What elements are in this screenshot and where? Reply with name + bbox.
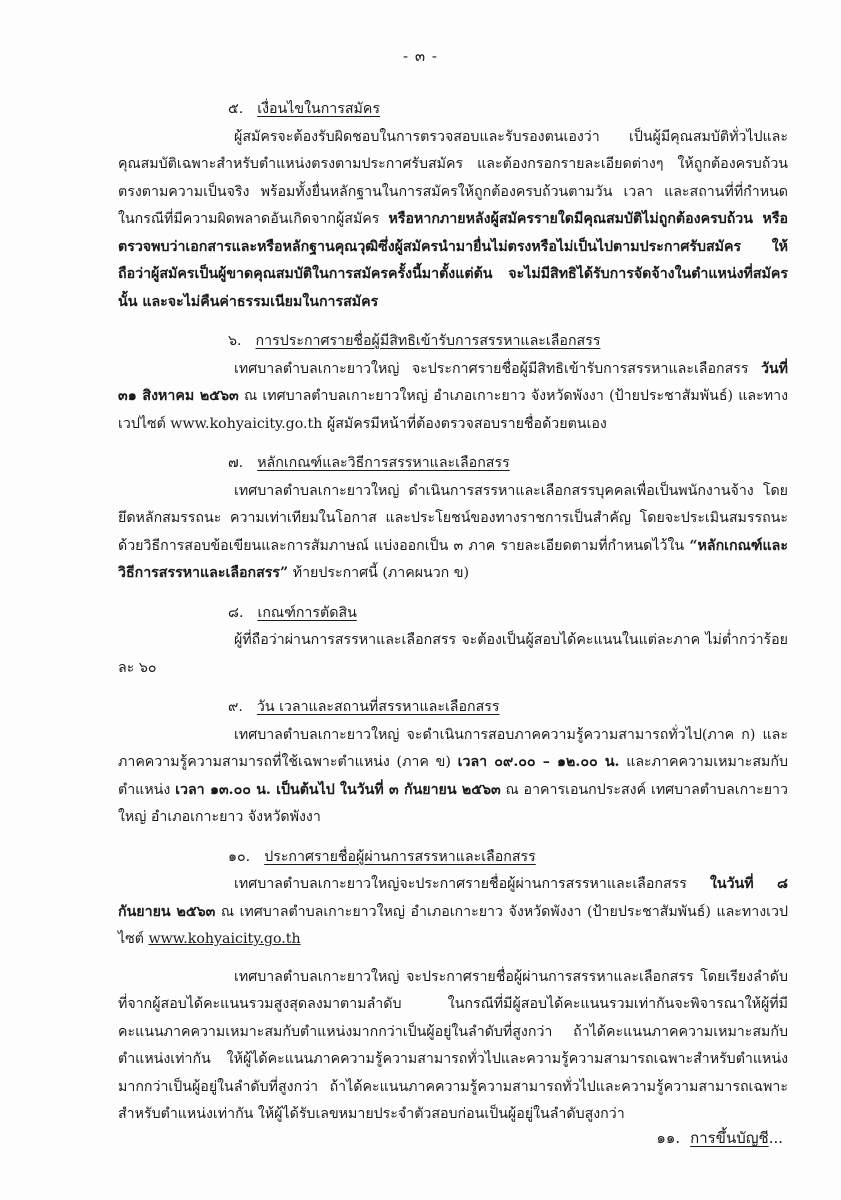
section-7-title: หลักเกณฑ์และวิธีการสรรหาและเลือกสรร	[257, 455, 510, 471]
section-9-number: ๙.	[228, 699, 243, 715]
section-10-paragraph-2: เทศบาลตำบลเกาะยาวใหญ่ จะประกาศรายชื่อผู้ผ่านการสรรหาและเลือกสรร โดยเรียงลำดับที่จากผู้สอบได้คะแนนรวมสูงสุดลงมาตามลำดับ ในกรณีที่มีผู้สอบได้คะแนนรวมเท่ากันจะพิจารณาให้ผู้ที่มีคะแนนภาคความเหมาะสมกับตำแหน่งมากกว่าเป็นผู้อยู่ในลำดับที่สูงกว่า ถ้าได้คะแนนภาคความเหมาะสมกับตำแหน่งเท่ากัน ให้ผู้ได้คะแนนภาคความรู้ความสามารถทั่วไปและความรู้ความสามารถเฉพาะสำหรับตำแหน่งมากกว่าเป็นผู้อยู่ในลำดับที่สูงกว่า ถ้าได้คะแนนภาคความรู้ความสามารถทั่วไปและความรู้ความสามารถเฉพาะสำหรับตำแหน่งเท่ากัน ให้ผู้ได้รับเลขหมายประจำตัวสอบก่อนเป็นผู้อยู่ในลำดับสูงกว่า	[118, 968, 788, 1122]
section-7-heading	[118, 450, 788, 478]
section-7-text-1: เทศบาลตำบลเกาะยาวใหญ่ ดำเนินการสรรหาและเลือกสรรบุคคลเพื่อเป็นพนักงานจ้าง โดยยึดหลักสมรรถนะ ความเท่าเทียมในโอกาส และประโยชน์ของทางราชการเป็นสำคัญ โดยจะประเมินสมรรถนะด้วยวิธีการสอบข้อเขียนและการสัมภาษณ์ แบ่งออกเป็น ๓ ภาค รายละเอียดตามที่กำหนดไว้ใน	[118, 482, 788, 554]
section-7-text-2: ท้ายประกาศนี้ (ภาคผนวก ข)	[288, 565, 470, 581]
section-5-text: ผู้สมัครจะต้องรับผิดชอบในการตรวจสอบและรับรองตนเองว่า เป็นผู้มีคุณสมบัติทั่วไปและคุณสมบัติเฉพาะสำหรับตำแหน่งตรงตามประกาศรับสมัคร และต้องกรอกรายละเอียดต่างๆ ให้ถูกต้องครบถ้วนตรงตามความเป็นจริง พร้อมทั้งยื่นหลักฐานในการสมัครให้ถูกต้องครบถ้วนตามวัน เวลา และสถานที่ที่กำหนด ในกรณีที่มีความผิดพลาดอันเกิดจากผู้สมัคร	[118, 128, 788, 227]
section-8-heading	[118, 600, 788, 628]
section-7-paragraph	[118, 478, 788, 588]
section-10-number: ๑๐.	[228, 848, 251, 865]
section-9-heading	[118, 694, 788, 722]
section-9-paragraph	[118, 722, 788, 832]
section-6-title: การประกาศรายชื่อผู้มีสิทธิเข้ารับการสรรหาและเลือกสรร	[255, 333, 601, 349]
document-body	[118, 96, 788, 1133]
section-5-heading	[118, 96, 788, 124]
section-5-number: ๕.	[228, 101, 244, 117]
section-7-number: ๗.	[228, 455, 244, 471]
section-6-text-1: เทศบาลตำบลเกาะยาวใหญ่ จะประกาศรายชื่อผู้มีสิทธิเข้ารับการสรรหาและเลือกสรร	[234, 360, 761, 377]
section-9-text-1: เทศบาลตำบลเกาะยาวใหญ่ จะดำเนินการสอบภาคความรู้ความสามารถทั่วไป(ภาค ก) และภาคความรู้ความสามารถที่ใช้เฉพาะตำแหน่ง (ภาค ข)	[118, 726, 788, 770]
section-10-heading	[118, 844, 788, 872]
section-6-heading	[118, 328, 788, 356]
section-6-date: วันที่ ๓๑ สิงหาคม ๒๕๖๓	[118, 360, 788, 404]
section-9-text-3: ณ อาคารเอนกประสงค์ เทศบาลตำบลเกาะยาวใหญ่ อำเภอเกาะยาว จังหวัดพังงา	[118, 781, 788, 825]
page-number: - ๓ -	[403, 47, 438, 65]
section-9-time-afternoon: เวลา ๑๓.๐๐ น. เป็นต้นไป ในวันที่ ๓ กันยายน ๒๕๖๓	[175, 781, 501, 798]
section-5-bold-text: หรือหากภายหลังผู้สมัครรายใดมีคุณสมบัติไม่ถูกต้องครบถ้วน หรือตรวจพบว่าเอกสารและหรือหลักฐานคุณวุฒิซึ่งผู้สมัครนำมายื่นไม่ตรงหรือไม่เป็นไปตามประกาศรับสมัคร ให้ถือว่าผู้สมัครเป็นผู้ขาดคุณสมบัติในการสมัครครั้งนี้มาตั้งแต่ต้น จะไม่มีสิทธิได้รับการจัดจ้างในตำแหน่งที่สมัครนั้น และจะไม่คืนค่าธรรมเนียมในการสมัคร	[118, 211, 788, 310]
section-8-paragraph: ผู้ที่ถือว่าผ่านการสรรหาและเลือกสรร จะต้องเป็นผู้สอบได้คะแนนในแต่ละภาค ไม่ต่ำกว่าร้อยละ ๖๐	[118, 632, 788, 676]
section-9-time-morning: เวลา ๐๙.๐๐ – ๑๒.๐๐ น.	[457, 754, 620, 770]
section-10-date: ในวันที่ ๘ กันยายน ๒๕๖๓	[118, 876, 788, 920]
section-10-text-1: เทศบาลตำบลเกาะยาวใหญ่จะประกาศรายชื่อผู้ผ่านการสรรหาและเลือกสรร	[234, 876, 710, 892]
section-6-paragraph	[118, 356, 788, 439]
section-5-title: เงื่อนไขในการสมัคร	[257, 101, 381, 117]
section-10-text-2: ณ เทศบาลตำบลเกาะยาวใหญ่ อำเภอเกาะยาว จังหวัดพังงา (ป้ายประชาสัมพันธ์) และทางเวปไซต์	[118, 903, 788, 947]
section-9-title: วัน เวลาและสถานที่สรรหาและเลือกสรร	[256, 699, 500, 715]
section-8-title: เกณฑ์การตัดสิน	[257, 604, 357, 621]
section-7-criteria-ref: “หลักเกณฑ์และวิธีการสรรหาและเลือกสรร”	[118, 537, 788, 581]
section-10-paragraph-1	[118, 871, 788, 954]
section-5-paragraph	[118, 124, 788, 317]
next-page-continuation	[0, 1126, 783, 1150]
section-10-title: ประกาศรายชื่อผู้ผ่านการสรรหาและเลือกสรร	[264, 848, 536, 865]
section-6-number: ๖.	[228, 333, 242, 349]
next-section-number: ๑๑.	[656, 1129, 681, 1147]
section-9-text-2: และภาคความเหมาะสมกับตำแหน่ง	[118, 754, 788, 798]
section-6-text-2: ณ เทศบาลตำบลเกาะยาวใหญ่ อำเภอเกาะยาว จังหวัดพังงา (ป้ายประชาสัมพันธ์) และทางเวปไซต์ www.kohyaicity.go.th ผู้สมัครมีหน้าที่ต้องตรวจสอบรายชื่อด้วยตนเอง	[118, 388, 788, 432]
next-section-ellipsis: ...	[768, 1129, 783, 1147]
website-link[interactable]: www.kohyaicity.go.th	[148, 931, 301, 947]
next-section-title: การขึ้นบัญชี	[690, 1129, 769, 1147]
section-8-number: ๘.	[228, 604, 244, 621]
